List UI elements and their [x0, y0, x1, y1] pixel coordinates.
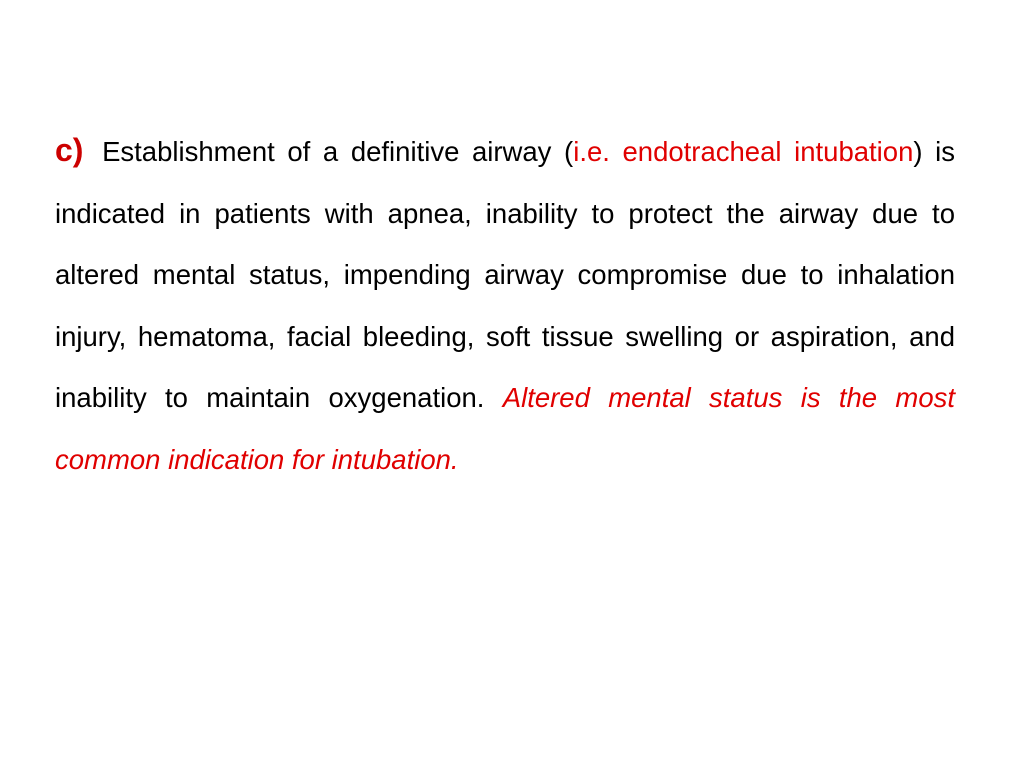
- item-label: c): [55, 132, 84, 168]
- highlight-intubation: i.e. endotracheal intubation: [573, 136, 914, 167]
- end-period: .: [450, 443, 459, 475]
- paragraph-text-intro: Establishment of a definitive airway (: [102, 136, 574, 167]
- emphasis-sentence: Altered mental status is the most common indication for intubation: [55, 382, 955, 475]
- body-paragraph: [55, 120, 955, 490]
- paragraph-text-body: ) is indicated in patients with apnea, inability to protect the airway due to altered mental status, impending airway compromise due to inhalation injury, hematoma, facial bleeding, soft tissue swelling or aspiration, and inability to maintain oxygenation.: [55, 136, 955, 413]
